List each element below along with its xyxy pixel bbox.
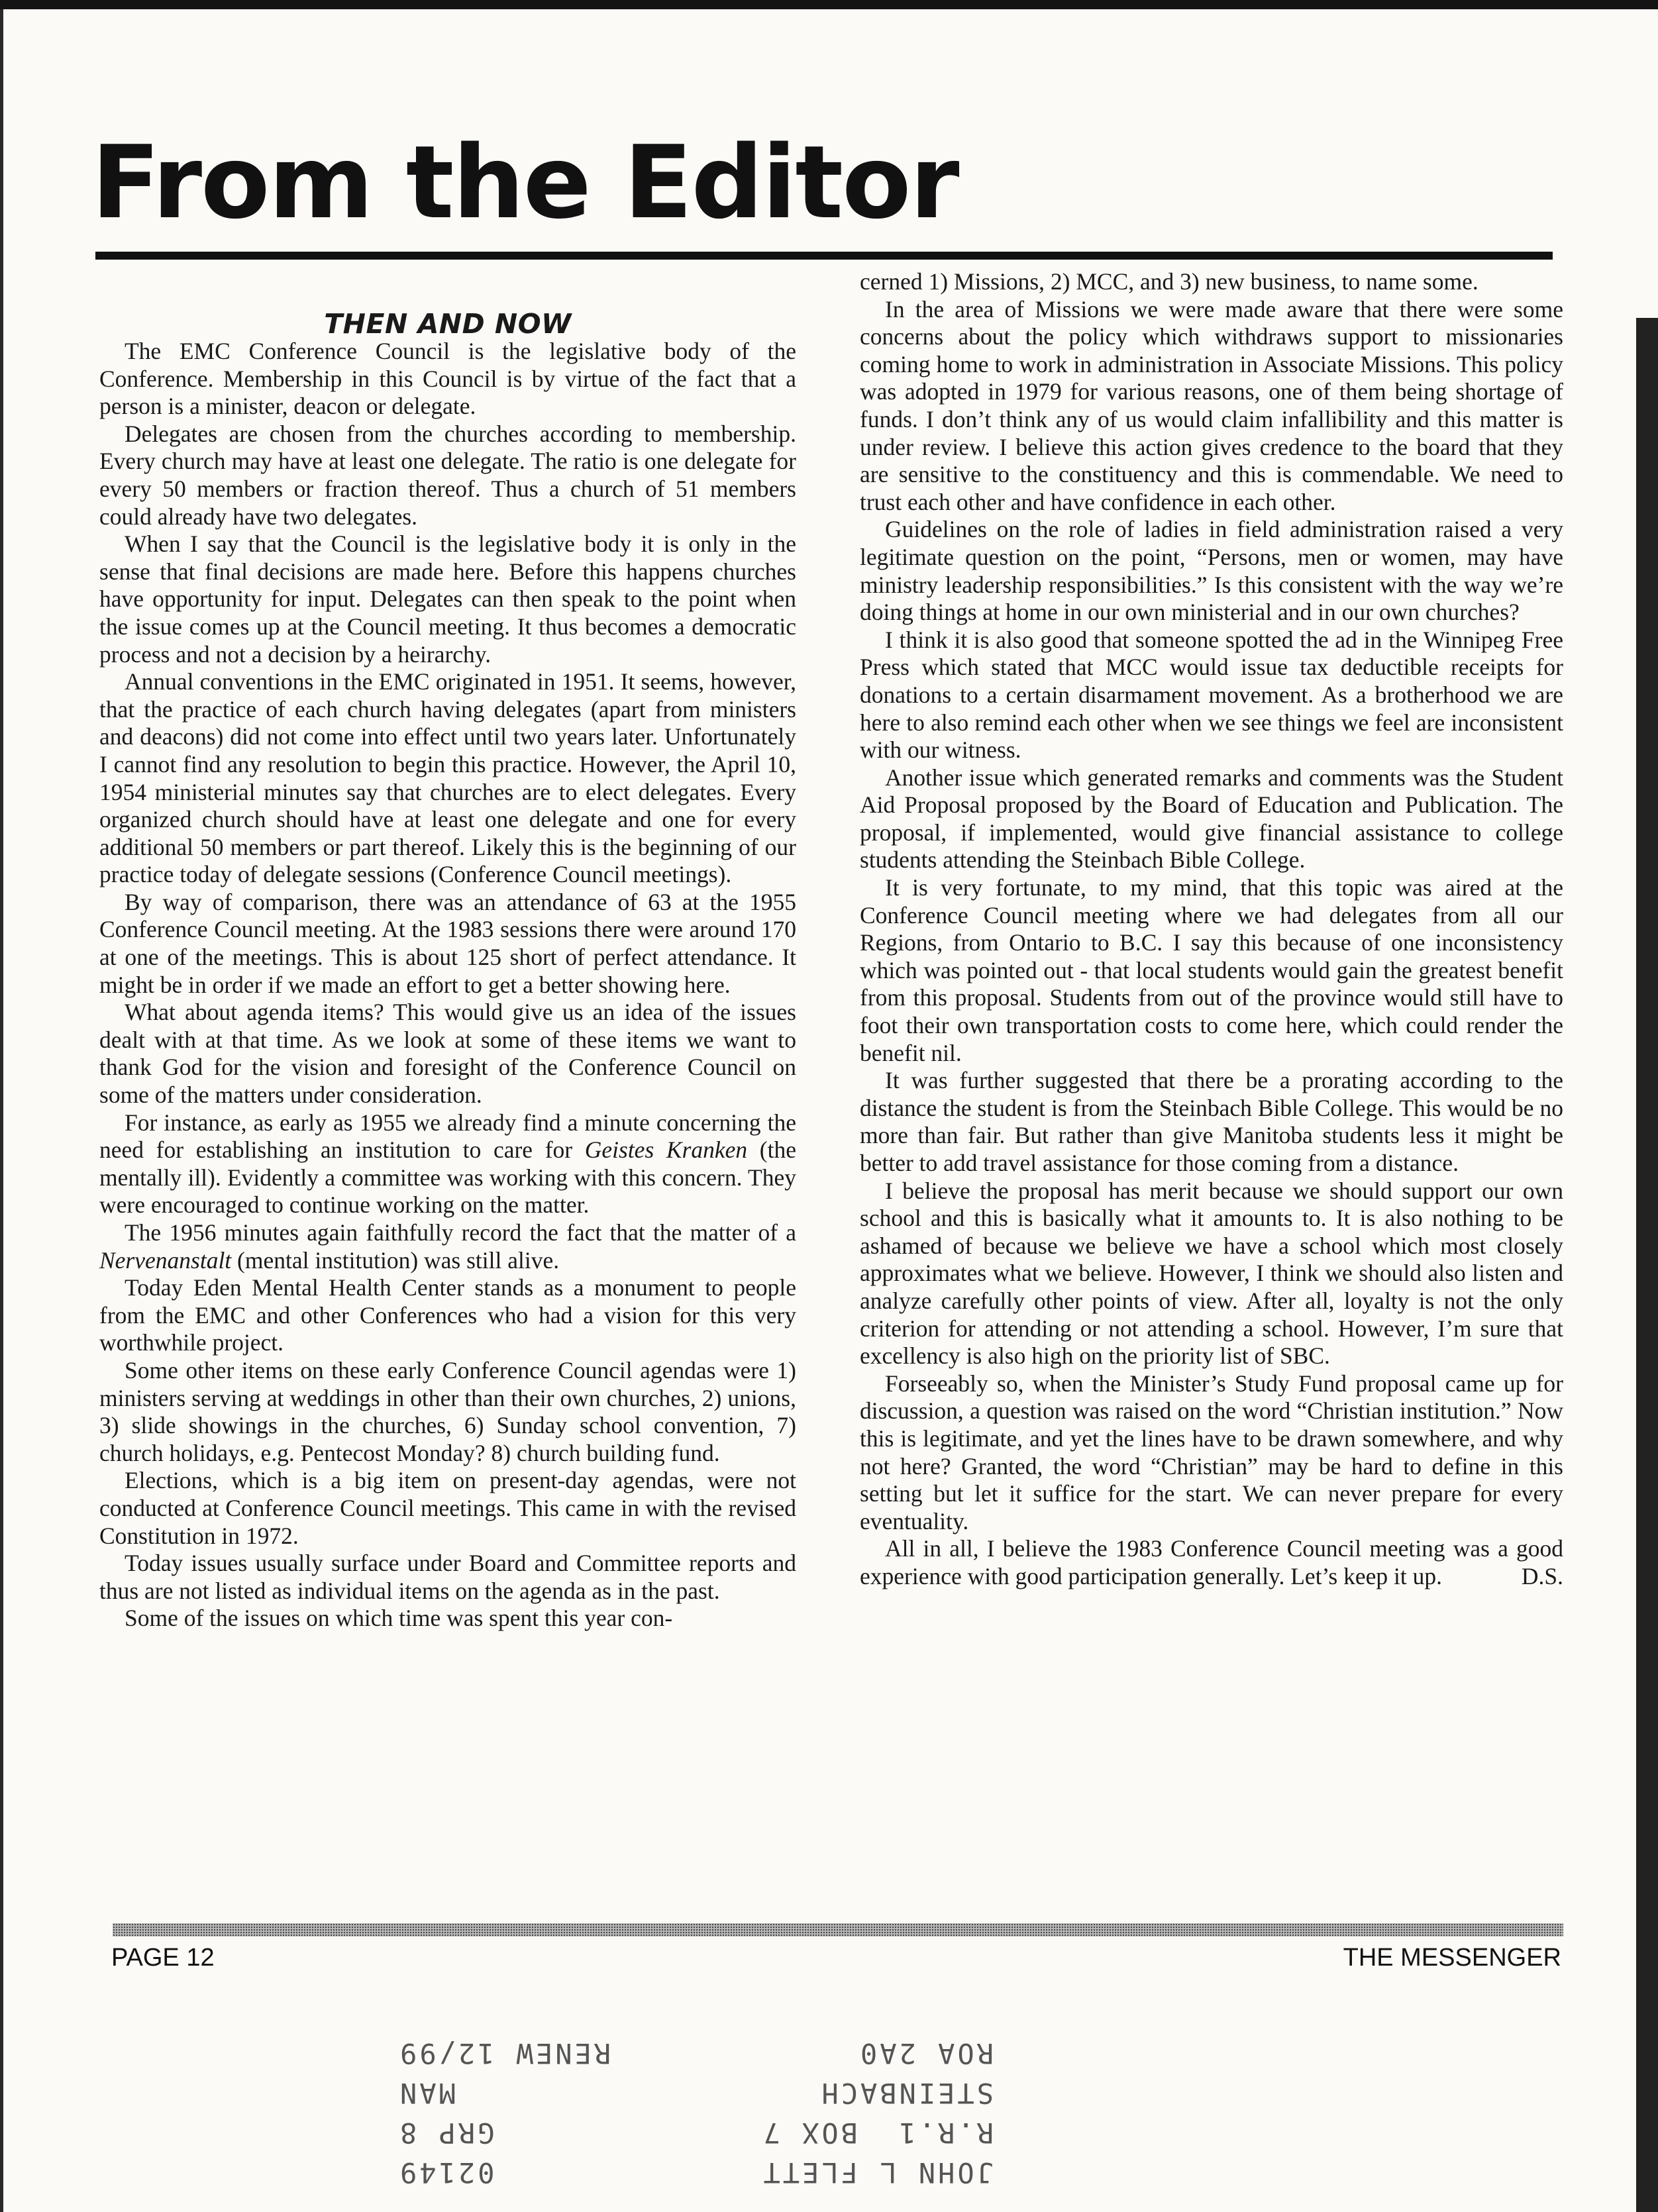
paragraph: Today Eden Mental Health Center stands as a monument to people from the EMC and other Conferences who had a vision for this very worthwhile project. (99, 1274, 796, 1356)
page-number: PAGE 12 (111, 1944, 215, 1972)
paragraph: Today issues usually surface under Board and Committee reports and thus are not listed as individual items on the agenda as in the past. (99, 1550, 796, 1604)
paragraph: Forseeably so, when the Minister’s Study Fund proposal came up for discussion, a question was raised on the word “Christian institution.” Now this is legitimate, and yet the lines have to be drawn somewhere, and why not here? Granted, the word “Christian” may be hard to define in this setting but let it suffice for the start. We can never prepare for every eventuality. (860, 1370, 1563, 1534)
paragraph: Some other items on these early Conference Council agendas were 1) ministers serving at weddings in other than their own churches, 2) unions, 3) slide showings in the churches, 6) Sunday school convention, 7) church holidays, e.g. Pentecost Monday? 8) church building fund. (99, 1356, 796, 1466)
left-border (0, 9, 3, 2212)
paragraph-text: (mental institution) was still alive. (231, 1246, 560, 1274)
paragraph: All in all, I believe the 1983 Conference Council meeting was a good experience with good participation generally. Let’s keep it up. (860, 1535, 1563, 1589)
right-border (1636, 318, 1658, 2212)
article-headline: THEN AND NOW (324, 308, 572, 340)
italic-term: Geistes Kranken (584, 1136, 748, 1164)
paragraph: Delegates are chosen from the churches according to membership. Every church may have at least one delegate. The ratio is one delegate for every 50 members or fraction thereof. Thus a church of 51 members could already have two delegates. (99, 420, 796, 530)
paragraph: The EMC Conference Council is the legislative body of the Conference. Membership in this Council is by virtue of the fact that a person is a minister, deacon or delegate. (99, 338, 796, 420)
page-title: From the Editor (91, 124, 959, 241)
paragraph: Elections, which is a big item on present-day agendas, were not conducted at Conference Council meetings. This came in with the revised Constitution in 1972. (99, 1467, 796, 1549)
paragraph (99, 1219, 796, 1274)
label-name: JOHN L FLETT (760, 2156, 994, 2189)
paragraph-text: For instance, as early as 1955 we already find a minute concerning the need for establishing an institution to care for (99, 1109, 796, 1164)
paragraph-text: (the mentally ill). Evidently a committee was working with this concern. They were encouraged to continue working on the matter. (99, 1136, 796, 1219)
title-rule (95, 252, 1553, 260)
label-row (397, 2152, 994, 2192)
article-column-right (860, 268, 1563, 1591)
label-province: MAN (397, 2077, 456, 2109)
paragraph: What about agenda items? This would give us an idea of the issues dealt with at that time. As we look at some of these items we want to thank God for the vision and foresight of the Conference Council on some of the matters under consideration. (99, 999, 796, 1109)
italic-term: Nervenanstalt (99, 1246, 232, 1274)
mailing-label (397, 2007, 994, 2192)
paragraph: It was further suggested that there be a prorating according to the distance the student is from the Steinbach Bible College. This would be no more than fair. But rather than give Manitoba students less it might be better to add travel assistance for those coming from a distance. (860, 1067, 1563, 1176)
label-id: 02149 (397, 2156, 495, 2189)
paragraph: I believe the proposal has merit because we should support our own school and this is basically what it amounts to. It is also nothing to be ashamed of because we believe we have a school which most closely approximates what we believe. However, I think we should also listen and analyze carefully other points of view. After all, loyalty is not the only criterion for attending or not attending a school. However, I’m sure that excellency is also high on the priority list of SBC. (860, 1177, 1563, 1370)
label-address: R.R.1 BOX 7 (760, 2117, 994, 2149)
top-border (0, 0, 1658, 9)
paragraph: It is very fortunate, to my mind, that this topic was aired at the Conference Council meeting where we had delegates from all our Regions, from Ontario to B.C. I say this because of one inconsistency which was pointed out - that local students would gain the greatest benefit from this proposal. Students from out of the province would still have to foot their own transportation costs to come here, which could render the benefit nil. (860, 874, 1563, 1066)
footer-divider (113, 1923, 1563, 1936)
author-signature: D.S. (1521, 1562, 1563, 1589)
paragraph: When I say that the Council is the legislative body it is only in the sense that final decisions are made here. Before this happens churches have opportunity for input. Delegates can then speak to the point when the issue comes up at the Council meeting. It thus becomes a democratic process and not a decision by a heirarchy. (99, 530, 796, 668)
publication-name: THE MESSENGER (1343, 1944, 1561, 1972)
paragraph: Guidelines on the role of ladies in field administration raised a very legitimate question on the point, “Persons, men or women, may have ministry leadership responsibilities.” Is this consistent with the way we’re doing things at home in our own ministerial and in our own churches? (860, 516, 1563, 626)
paragraph: Another issue which generated remarks and comments was the Student Aid Proposal proposed by the Board of Education and Publication. The proposal, if implemented, would give financial assistance to college students attending the Steinbach Bible College. (860, 764, 1563, 874)
paragraph: I think it is also good that someone spotted the ad in the Winnipeg Free Press which stated that MCC would issue tax deductible receipts for donations to a certain disarmament movement. As a brotherhood we are here to also remind each other when we see things we feel are inconsistent with our witness. (860, 626, 1563, 764)
paragraph: By way of comparison, there was an attendance of 63 at the 1955 Conference Council meeting. At the 1983 sessions there were around 170 at one of the meetings. This is about 125 short of perfect attendance. It might be in order if we made an effort to get a better showing here. (99, 888, 796, 998)
label-renewal: RENEW 12/99 (397, 2037, 611, 2070)
label-row (397, 2113, 994, 2152)
paragraph-text: The 1956 minutes again faithfully record the fact that the matter of a (125, 1219, 796, 1246)
label-city: STEINBACH (819, 2077, 994, 2109)
label-group: GRP 8 (397, 2117, 495, 2149)
paragraph: Some of the issues on which time was spent this year con- (125, 1605, 673, 1632)
label-postal-code: ROA 2A0 (857, 2037, 994, 2070)
article-column-left (99, 338, 796, 1633)
label-row (397, 2033, 994, 2073)
paragraph (99, 1109, 796, 1219)
paragraph: In the area of Missions we were made aware that there were some concerns about the policy which withdraws support to missionaries coming home to work in administration in Associate Missions. This policy was adopted in 1979 for various reasons, one of them being shortage of funds. I don’t think any of us would claim infallibility and this matter is under review. I believe this action gives credence to the board that they are sensitive to the constituency and this is commendable. We need to trust each other and have confidence in each other. (860, 295, 1563, 515)
paragraph: Annual conventions in the EMC originated in 1951. It seems, however, that the practice of each church having delegates (apart from ministers and deacons) did not come into effect until two years later. Unfortunately I cannot find any resolution to begin this practice. However, the April 10, 1954 ministerial minutes say that churches are to elect delegates. Every organized church should have at least one delegate and one for every additional 50 members or part thereof. Likely this is the beginning of our practice today of delegate sessions (Conference Council meetings). (99, 668, 796, 888)
paragraph: cerned 1) Missions, 2) MCC, and 3) new business, to name some. (860, 268, 1478, 295)
label-row (397, 2073, 994, 2113)
